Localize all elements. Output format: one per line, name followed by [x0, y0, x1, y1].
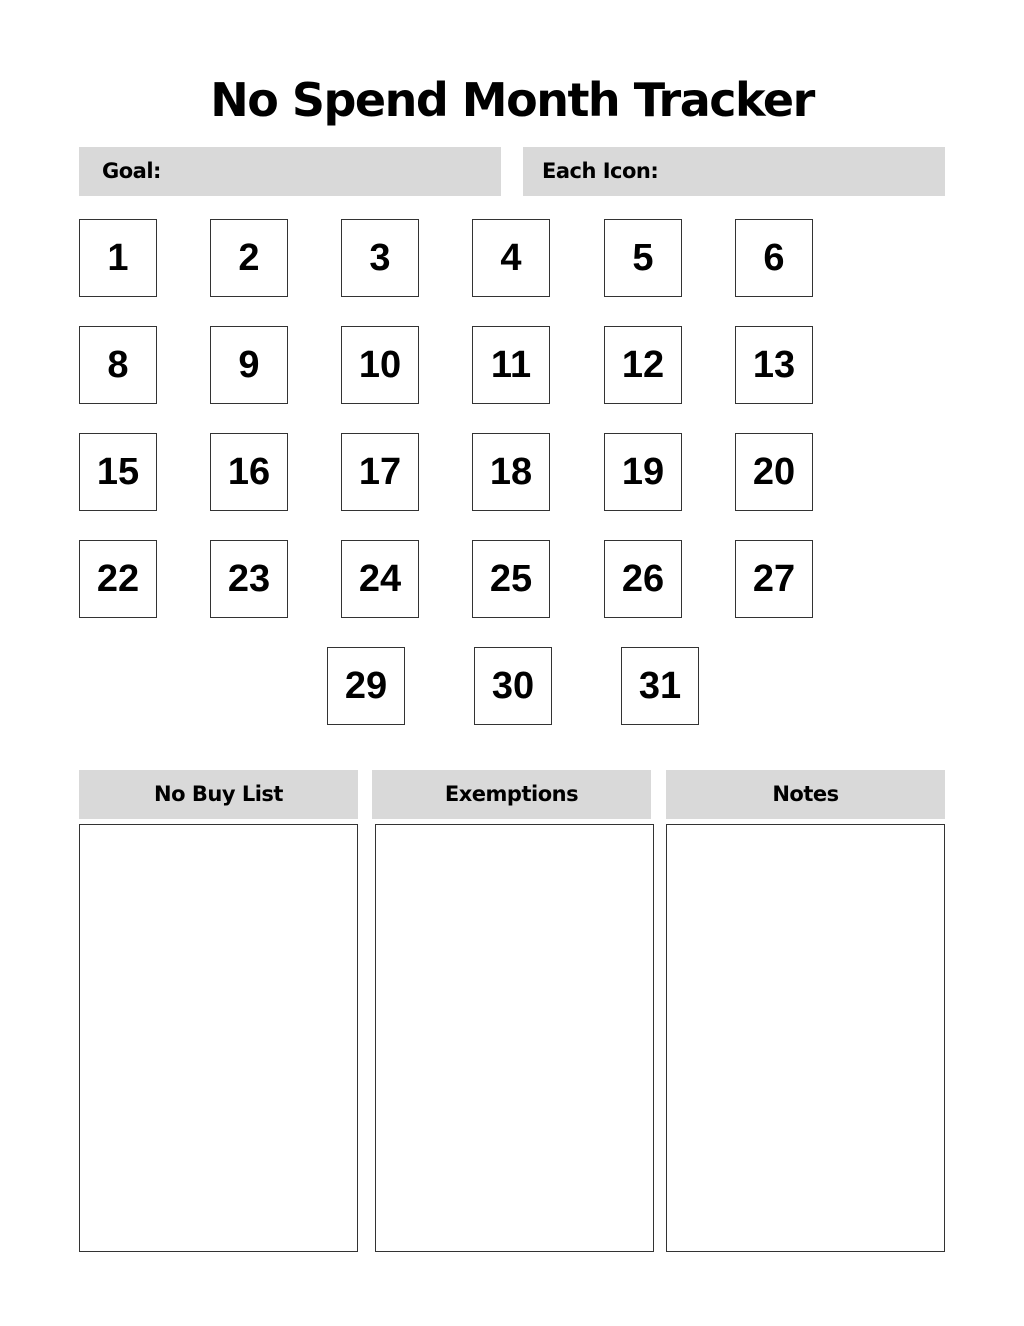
day-box[interactable]: 10 [341, 326, 419, 404]
day-box[interactable]: 6 [735, 219, 813, 297]
day-box[interactable]: 31 [621, 647, 699, 725]
day-box[interactable]: 20 [735, 433, 813, 511]
no-buy-list-header: No Buy List [79, 770, 358, 819]
day-box[interactable]: 16 [210, 433, 288, 511]
day-box[interactable]: 27 [735, 540, 813, 618]
day-box[interactable]: 26 [604, 540, 682, 618]
day-box[interactable]: 19 [604, 433, 682, 511]
page-title: No Spend Month Tracker [210, 73, 814, 127]
day-box[interactable]: 18 [472, 433, 550, 511]
notes-box[interactable] [666, 824, 945, 1252]
day-box[interactable]: 24 [341, 540, 419, 618]
goal-label: Goal: [102, 159, 161, 183]
goal-field[interactable] [79, 147, 501, 196]
day-box[interactable]: 4 [472, 219, 550, 297]
each-icon-field[interactable] [523, 147, 945, 196]
day-box[interactable]: 8 [79, 326, 157, 404]
day-box[interactable]: 11 [472, 326, 550, 404]
day-box[interactable]: 5 [604, 219, 682, 297]
day-box[interactable]: 1 [79, 219, 157, 297]
day-box[interactable]: 23 [210, 540, 288, 618]
no-buy-list-box[interactable] [79, 824, 358, 1252]
day-box[interactable]: 29 [327, 647, 405, 725]
notes-header: Notes [666, 770, 945, 819]
day-box[interactable]: 15 [79, 433, 157, 511]
day-box[interactable]: 2 [210, 219, 288, 297]
day-box[interactable]: 13 [735, 326, 813, 404]
day-box[interactable]: 22 [79, 540, 157, 618]
exemptions-header: Exemptions [372, 770, 651, 819]
day-box[interactable]: 30 [474, 647, 552, 725]
day-box[interactable]: 9 [210, 326, 288, 404]
day-box[interactable]: 12 [604, 326, 682, 404]
each-icon-label: Each Icon: [542, 159, 659, 183]
day-box[interactable]: 25 [472, 540, 550, 618]
day-box[interactable]: 3 [341, 219, 419, 297]
exemptions-box[interactable] [375, 824, 654, 1252]
day-box[interactable]: 17 [341, 433, 419, 511]
